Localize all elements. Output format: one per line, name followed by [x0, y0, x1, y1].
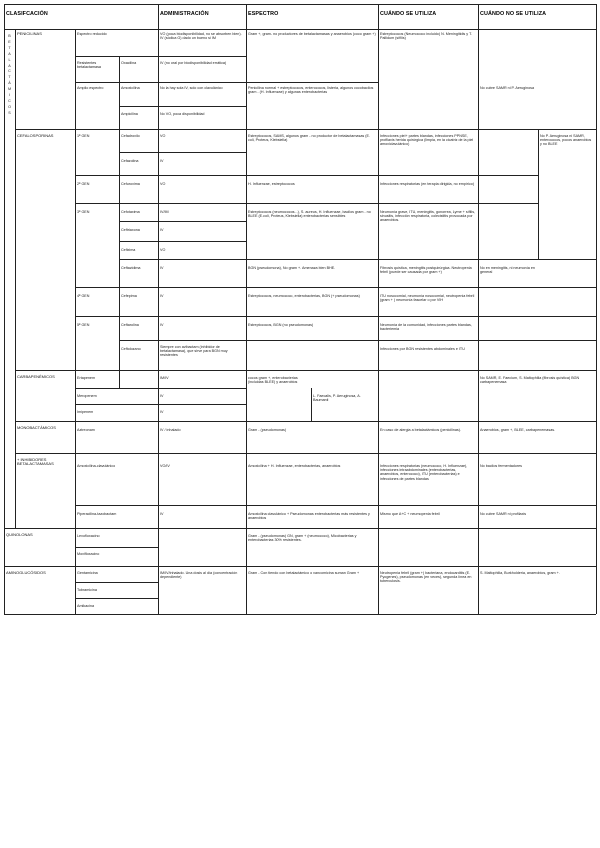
peni-espectro-reducido: Espectro reducido [77, 31, 107, 36]
inhib-use-amoxiclav: Infecciones respiratorias (neumococo, H. Influenzae), infecciones intraabdominales (enterobacterias, anaerobios, enterococo), ITU (enterobacterias) e infecciones de partes blandas [380, 463, 468, 481]
amino-tobramicina: Tobramicina [77, 587, 97, 592]
cefa-admin-cefadroxilo: VO [160, 133, 166, 138]
inhib-spectrum-amoxiclav: Amoxicilina + H. Influenzae, enterobacterias, anaerobios [248, 463, 341, 468]
cefa-admin-cefixima: VO [160, 247, 166, 252]
group-inhibidores: + INHIBIDORES BETALACTAMASAS [17, 456, 54, 467]
cefa-gen4: 4ª GEN [77, 293, 90, 298]
row-border [15, 370, 596, 371]
header-when-not-used: CUÁNDO NO SE UTILIZA [480, 11, 547, 17]
group-aminoglucosidos: AMINOGLUCÓSIDOS [6, 569, 46, 575]
row-border [4, 566, 596, 567]
inhib-notuse-piptazo: No cubre SAMR ni profilaxis [480, 511, 527, 516]
cefa-use-gen4: ITU nosocomial, neumonía nosocomial, neutropenia febril (gram + ) neumonía fascelar o por VIH [380, 293, 475, 302]
table-bottom-border [4, 614, 596, 615]
cefa-cefixima: Cefixima [121, 247, 136, 252]
row-border [4, 528, 596, 529]
amino-spectrum: Gram - Con tiendo con betalactámico o vancomicina suman Gram + [248, 570, 360, 575]
cefa-use-gen2: Infecciones respiratorias (en terapia dirigida, no empírico) [380, 181, 475, 186]
amino-amikacina: Amikacina [77, 603, 95, 608]
carba-spectrum-common: cocos gram +, enterobacterias (incluidas BLEE) y anaerobios [248, 375, 298, 384]
carba-admin-meropenem: IV [160, 393, 164, 398]
cefa-admin-cefotaxima: IV/IM [160, 209, 169, 214]
header-spectrum: ESPECTRO [248, 11, 279, 17]
row-border [75, 175, 538, 176]
peni-admin-ampicilina: No VO, poca disponibilidad [160, 111, 205, 116]
amino-gentamicina: Gentamicina [77, 570, 98, 575]
row-border [119, 259, 596, 260]
carba-spectrum-extra: L. Faecalis, P. Aeruginosa, A. Baumanii [313, 393, 361, 402]
row-border [75, 287, 596, 288]
cefa-admin-ceftriaxona: IV [160, 227, 164, 232]
row-border [75, 598, 158, 599]
group-monobactamicos: MONOBACTÁMICOS [17, 424, 56, 430]
row-border [119, 340, 596, 341]
amino-admin: IM/IV/inhalado. Una dosis al día (concentración dependiente) [160, 570, 238, 579]
row-border [75, 388, 246, 389]
col-border-right [596, 4, 597, 614]
row-border [75, 203, 538, 204]
header-classification: CLASIFCACIÓN [6, 11, 48, 17]
inhib-spectrum-piptazo: Amoxicilina clavulánico + Pseudomonas enterobacterias más resistentes y anaerobios [248, 511, 370, 520]
mono-admin: IV / inhalado [160, 427, 181, 432]
cefa-gen5: 5ª GEN [77, 322, 90, 327]
cefa-cefepima: Cefepima [121, 293, 137, 298]
peni-admin-oxacilina: IV (no oral por biodisponibilidad errática) [160, 60, 227, 65]
mono-notuse: Anaerobios, gram +, BLEE, carbapenemasas. [480, 427, 556, 432]
table-top-border [4, 4, 596, 5]
cefa-use-ceftolozano: Infecciones por BGN resistentes abdominales e ITU [380, 346, 465, 351]
inhib-admin-amoxiclav: VO/IV [160, 463, 170, 468]
peni-resistentes: Resistentes betalactamasa [77, 60, 101, 69]
cefa-admin-cefepima: IV [160, 293, 164, 298]
quino-spectrum: Gram - (pseudomonas) GN, gram + (neumococo), Micobacterias y enterobacterias 30% resistentes. [248, 533, 357, 542]
cefa-cefazolina: Cefazolina [121, 158, 139, 163]
row-border [75, 404, 246, 405]
row-border [75, 82, 378, 83]
header-when-used: CUÁNDO SE UTILIZA [380, 11, 437, 17]
peni-ampicilina: Ampicilina [121, 111, 138, 116]
cefa-use-gen5: Neumonía de la comunidad, infecciones partes blandas, bacteriemia [380, 322, 472, 331]
inhib-amoxiclav: Amoxicilina-clavulánico [77, 463, 116, 468]
row-border [15, 421, 596, 422]
row-border [15, 453, 596, 454]
cefa-notuse-ceftazidima: No en meningitis, ni neumonía en general [480, 265, 535, 274]
row-border [75, 582, 158, 583]
cefa-admin-ceftolozano: Siempre con avibactam (inhibidor de betalactamasa), que sirve para BGN muy resistentes [160, 344, 228, 358]
cefa-use-gen1: Infecciones piel+ partes blandas, infecciones PPNSE, profilaxis herida quirúrgica (limpia, en la cicatriz de la piel amoxiclavulánico) [380, 133, 474, 147]
cefa-admin-ceftarolina: IV [160, 322, 164, 327]
group-quinolonas: QUINOLONAS [6, 531, 33, 537]
row-border [119, 241, 246, 242]
carba-ertapenem: Ertapenem [77, 375, 96, 380]
cefa-ceftazidima: Ceftazidima [121, 265, 141, 270]
cefa-spectrum-gen5: Estreptococos, BGN (no pseudomonas) [248, 322, 314, 327]
peni-spectrum-amplio: Penicilina normal + estreptococos, enterococos, listeria, algunos cocobacilos gram - (H. Influenzae) y algunas enterobacterias [248, 85, 374, 94]
cefa-gen3: 3ª GEN [77, 209, 90, 214]
inhib-admin-piptazo: IV [160, 511, 164, 516]
cefa-spectrum-gen1: Estreptococos, SAMS, algunos gram - no productor de betalactamasas (E. coli, Proteus, Klebsiella) [248, 133, 370, 142]
header-administration: ADMINISTRACIÓN [160, 11, 209, 17]
inhib-notuse-amoxiclav: No bacilos fermentadores [480, 463, 523, 468]
group-penicilinas: PENICILINAS [17, 30, 42, 36]
group-carbapenemicos: CARBAPENÉMICOS [17, 373, 55, 379]
cefa-ceftarolina: Ceftarolina [121, 322, 139, 327]
cefa-spectrum-gen2: H. Influenzae, estreptococos [248, 181, 295, 186]
row-border [15, 129, 596, 130]
cefa-spectrum-ceftazidima: BGN (pseudomona), No gram +. Amenaza bien BHE. [248, 265, 336, 270]
row-border [119, 106, 246, 107]
cefa-cefuroxima: Cefuroxima [121, 181, 140, 186]
row-border [119, 221, 246, 222]
cefa-ceftriaxona: Ceftriaxona [121, 227, 140, 232]
carba-meropenem: Meropenem [77, 393, 97, 398]
row-border [75, 547, 158, 548]
peni-amplio-espectro: Amplio espectro [77, 85, 104, 90]
cefa-admin-ceftazidima: IV [160, 265, 164, 270]
cefa-use-gen3: Neumonía grave, ITU, meningitis, gonorrea, Lyme + sífilis, sinusitis, infección respiratoria, colecistitis provocada por anaerobios. [380, 209, 476, 223]
row-border [119, 152, 246, 153]
inhib-piptazo: Piperacilina-tazobactam [77, 511, 117, 516]
cefa-spectrum-gen3: Estreptococos (neumococos...), S. aureus, H. Influenzae, bacilos gram - no BLEE (E.coli, Proteus, Klebsiella) enterobacterias sensibles [248, 209, 371, 218]
cefa-admin-cefazolina: IV [160, 158, 164, 163]
peni-use-reducido: Estreptococos (Neumococo incluido) N. Meningitidis y T. Pallidum (sífilis) [380, 31, 472, 40]
amino-notuse: S. Maltophilia, Burkholderia, anaerobios, gram +. [480, 570, 560, 575]
peni-notuse-amplio: No cubre SAMR ni P. Aeruginosa [480, 85, 535, 90]
cefa-cefotaxima: Cefotaxima [121, 209, 140, 214]
quino-moxifloxacino: Moxifloxacino [77, 551, 100, 556]
cefa-ceftolozano: Ceftolozano [121, 346, 141, 351]
peni-oxacilina: Oxacilina [121, 60, 137, 65]
cefa-cefadroxilo: Cefadroxilo [121, 133, 140, 138]
inhib-use-piptazo: Mismo que A+C + neumopenia febril [380, 511, 440, 516]
row-border [75, 316, 596, 317]
group-cefalosporinas: CEFALOSPORINAS [17, 132, 54, 138]
cefa-gen1: 1ª GEN [77, 133, 90, 138]
amino-use: Neutropenia febril (gram +) bacteriana, endocarditis (E. Pyogenes), pseudomonas (en veces), segunda línea en tuberculosis. [380, 570, 472, 584]
carba-notuse: No SAMR, E. Faecium, S. Maltophilia (fibrosis quística) BGN carbapenemasa [480, 375, 580, 384]
peni-admin-reducido: VO (poca biodisponibilidad, no se absorben bien). IV (sódica G) dado un bueno si IM [160, 31, 242, 40]
cefa-admin-cefuroxima: VO [160, 181, 166, 186]
quino-levofloxacino: Levofloxacino [77, 533, 100, 538]
cefa-use-ceftazidima: Fibrosis quística, meningitis postquirúrgica. Neutropenia febril (puede ser causada por gram +) [380, 265, 472, 274]
peni-amoxicilina: Amoxicilina [121, 85, 140, 90]
carba-admin-ertapenem: IM/IV [160, 375, 169, 380]
carba-admin-imipenem: IV [160, 409, 164, 414]
cefa-gen2: 2ª GEN [77, 181, 90, 186]
carba-imipenem: Imipenem [77, 409, 94, 414]
row-border [75, 56, 246, 57]
mono-use: En caso de alergia a betalactámicos (penicilinas). [380, 427, 461, 432]
cefa-notuse-gen1: No P. Aeruginosa ni SAMR, enterococos, pocos anaerobios y no BLEE [540, 133, 592, 147]
row-border [75, 505, 596, 506]
mono-aztreonam: Aztreonam [77, 427, 95, 432]
peni-admin-amoxicilina: No la hay sola IV, solo con clavulánico [160, 85, 223, 90]
betalactamicos-label: B E T A L A C T Á M I C O S [7, 34, 12, 115]
mono-spectrum: Gram - (pseudomonas) [248, 427, 287, 432]
peni-spectrum-reducido: Gram +, gram- no productores de betalactamasas y anaerobios (coco gram +) [248, 31, 376, 36]
cefa-spectrum-gen4: Estreptococos, neumococo, enterobacterias, BGN (+ pseudomonas) [248, 293, 360, 298]
